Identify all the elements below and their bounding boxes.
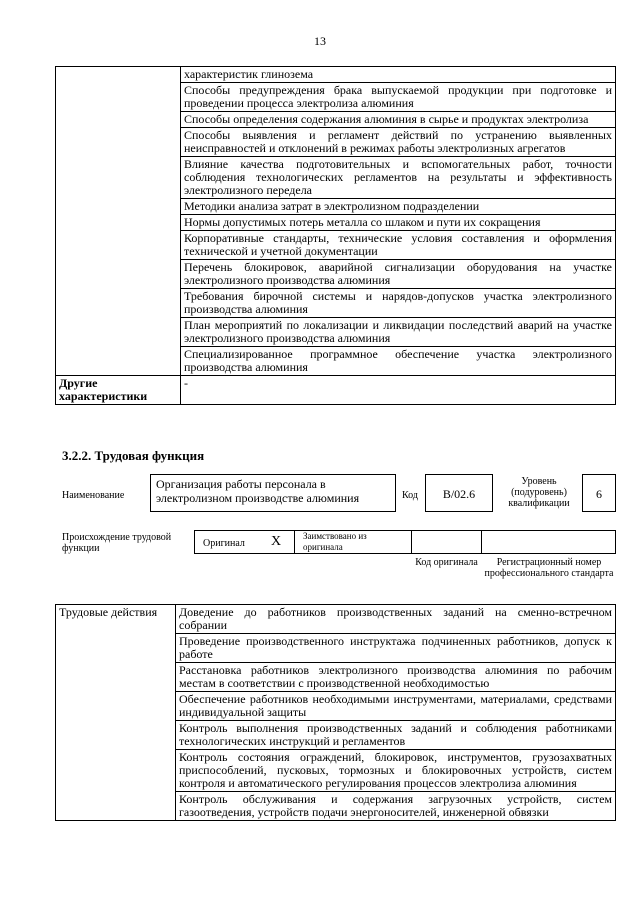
labor-action-item: Контроль выполнения производственных заданий и соблюдения работниками технологических инструкций и регламентов	[176, 721, 616, 750]
knowledge-item: Корпоративные стандарты, технические условия составления и оформления технической и учетной документации	[181, 231, 616, 260]
name-label: Наименование	[62, 490, 125, 501]
original-label: Оригинал	[203, 538, 245, 549]
original-mark: X	[271, 534, 282, 549]
registration-number-box	[481, 530, 616, 554]
code-value-box	[425, 474, 493, 512]
section-title: 3.2.2. Трудовая функция	[62, 448, 205, 463]
knowledge-item: Способы определения содержания алюминия в сырье и продуктах электролиза	[181, 112, 616, 128]
function-name-value: Организация работы персонала в электролизном производстве алюминия	[156, 477, 360, 505]
other-characteristics-value: -	[181, 376, 616, 405]
code-label: Код	[402, 490, 418, 501]
page-number: 13	[314, 34, 326, 48]
level-value: 6	[596, 487, 602, 501]
labor-action-item: Контроль состояния ограждений, блокировок, инструментов, грузозахватных приспособлений, пусковых, тормозных и блокировочных устройств, систем контроля и автоматического регулирования процессов электролиза алюминия	[176, 750, 616, 792]
knowledge-item: Влияние качества подготовительных и вспомогательных работ, точности соблюдения технологических регламентов на результаты и эффективность электролизного передела	[181, 157, 616, 199]
original-box	[194, 530, 295, 554]
knowledge-item: характеристик глинозема	[181, 67, 616, 83]
code-value: B/02.6	[442, 487, 476, 501]
knowledge-table	[55, 66, 616, 405]
knowledge-item: План мероприятий по локализации и ликвидации последствий аварий на участке электролизного производства алюминия	[181, 318, 616, 347]
labor-action-item: Обеспечение работников необходимыми инструментами, материалами, средствами индивидуальной защиты	[176, 692, 616, 721]
original-code-box	[411, 530, 482, 554]
borrowed-box	[294, 530, 412, 554]
level-value-box	[582, 474, 616, 512]
knowledge-item: Способы предупреждения брака выпускаемой продукции при подготовке и проведении процесса электролиза алюминия	[181, 83, 616, 112]
knowledge-row	[56, 376, 616, 405]
registration-number-caption: Регистрационный номер профессионального стандарта	[484, 557, 614, 579]
other-characteristics-label: Другие характеристики	[56, 376, 181, 405]
knowledge-item: Требования бирочной системы и нарядов-допусков участка электролизного производства алюминия	[181, 289, 616, 318]
function-name-box	[150, 474, 396, 512]
knowledge-row	[56, 67, 616, 83]
labor-actions-header: Трудовые действия	[56, 605, 176, 821]
labor-action-item: Доведение до работников производственных заданий на сменно-встречном собрании	[176, 605, 616, 634]
original-code-caption: Код оригинала	[415, 557, 478, 568]
knowledge-item: Перечень блокировок, аварийной сигнализации оборудования на участке электролизного производства алюминия	[181, 260, 616, 289]
labor-action-item: Контроль обслуживания и содержания загрузочных устройств, систем газоотведения, устройств подачи энергоносителей, инженерной обвязки	[176, 792, 616, 821]
labor-actions-table	[55, 604, 616, 821]
origin-label: Происхождение трудовой функции	[62, 532, 172, 554]
labor-action-item: Расстановка работников электролизного производства алюминия по рабочим местам в соответствии с производственной необходимостью	[176, 663, 616, 692]
labor-action-item: Проведение производственного инструктажа подчиненных работников, допуск к работе	[176, 634, 616, 663]
knowledge-row-label	[56, 67, 181, 376]
labor-action-row	[56, 605, 616, 634]
borrowed-label: Заимствовано из оригинала	[303, 531, 367, 552]
knowledge-item: Специализированное программное обеспечение участка электролизного производства алюминия	[181, 347, 616, 376]
level-label: Уровень (подуровень) квалификации	[508, 476, 570, 509]
knowledge-item: Способы выявления и регламент действий по устранению выявленных неисправностей и отклонений в режимах работы электролизных агрегатов	[181, 128, 616, 157]
knowledge-item: Нормы допустимых потерь металла со шлаком и пути их сокращения	[181, 215, 616, 231]
knowledge-item: Методики анализа затрат в электролизном подразделении	[181, 199, 616, 215]
